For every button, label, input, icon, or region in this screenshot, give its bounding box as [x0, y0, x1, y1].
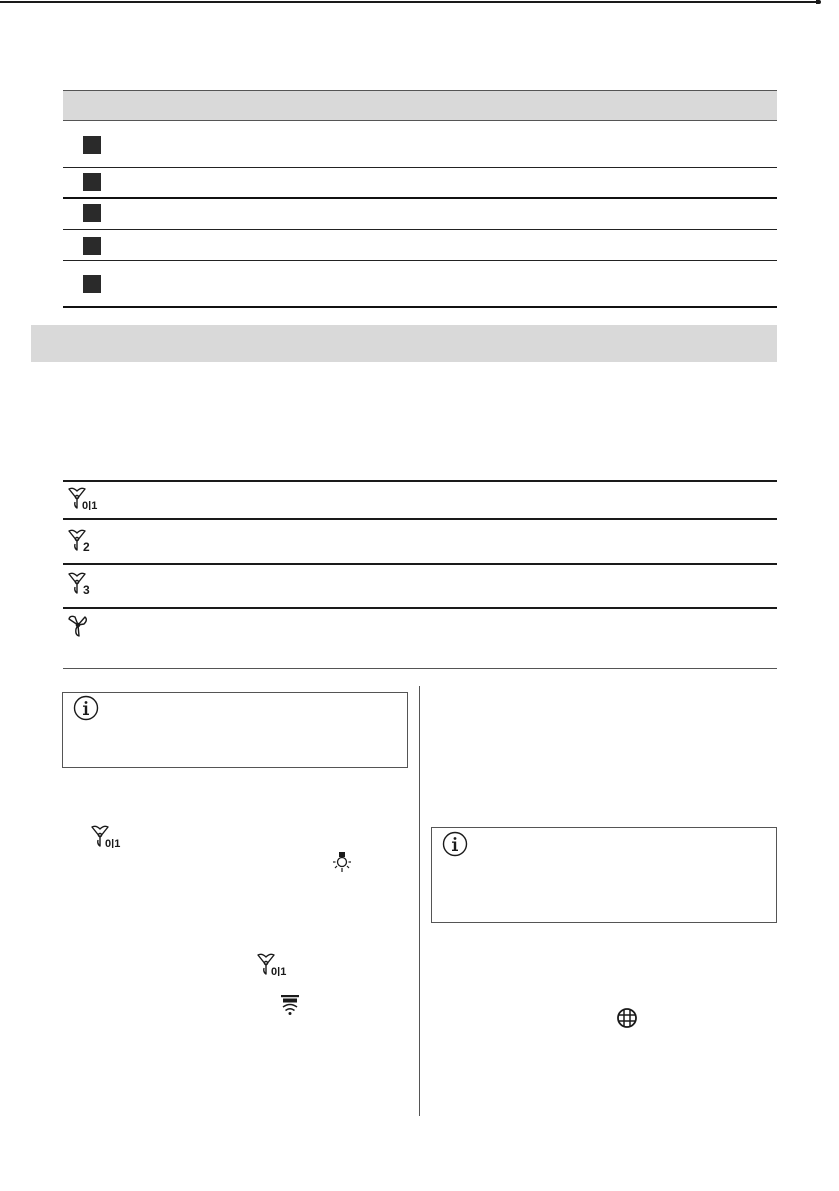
column-divider — [419, 686, 420, 1116]
section-heading-band — [31, 325, 777, 362]
fan-speed-2-icon — [66, 528, 104, 552]
table2-bottom-rule — [63, 668, 777, 669]
black-square-icon — [83, 275, 101, 293]
black-square-icon — [83, 173, 101, 191]
table2-rule — [63, 607, 777, 609]
table2-rule — [63, 518, 777, 520]
fan-boost-icon — [66, 614, 104, 638]
hob2hood-icon — [279, 993, 301, 1017]
top-border-marker — [0, 0, 839, 9]
fan-on-off-icon — [255, 952, 293, 976]
table1-header — [63, 90, 777, 121]
black-square-icon — [83, 204, 101, 222]
table1-row — [63, 199, 777, 230]
info-icon — [442, 831, 468, 857]
info-icon — [73, 695, 99, 721]
fan-on-off-label: 0|1 — [271, 966, 287, 976]
light-icon — [330, 850, 354, 874]
info-note-box-left — [62, 692, 408, 768]
fan-speed-2-label: 2 — [83, 540, 90, 552]
fan-speed-3-label: 3 — [83, 583, 90, 595]
fan-speed-3-icon — [66, 571, 104, 595]
fan-on-off-icon — [66, 486, 104, 510]
fan-on-off-label: 0|1 — [105, 838, 121, 848]
black-square-icon — [83, 237, 101, 255]
fan-on-off-label: 0|1 — [82, 500, 98, 510]
grid-globe-icon — [615, 1006, 639, 1030]
info-note-box-right — [431, 827, 777, 923]
fan-on-off-icon — [89, 824, 127, 848]
table2-rule — [63, 563, 777, 565]
table1-row — [63, 121, 777, 168]
table1-row — [63, 168, 777, 199]
table1-row — [63, 261, 777, 308]
table1-row — [63, 230, 777, 261]
table2-top-rule — [63, 480, 777, 482]
black-square-icon — [83, 136, 101, 154]
